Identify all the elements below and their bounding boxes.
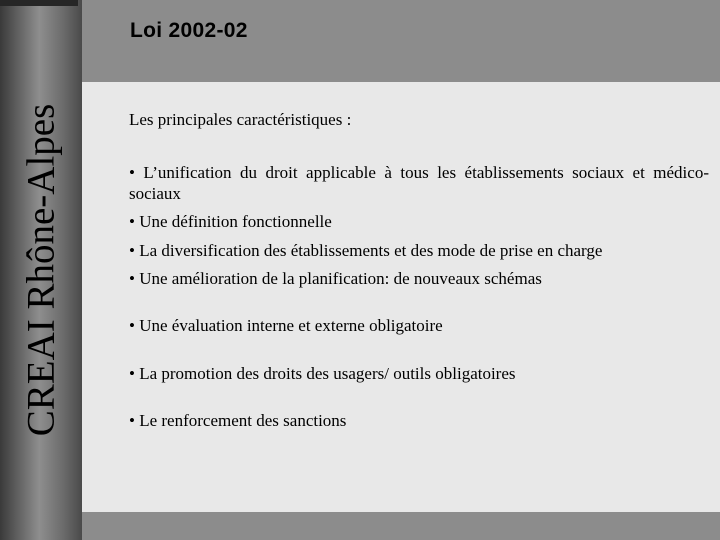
vertical-organization-title: CREAI Rhône-Alpes (19, 103, 63, 437)
bullet-item: • Le renforcement des sanctions (129, 411, 347, 431)
bullet-item: • Une amélioration de la planification: de nouveaux schémas (129, 268, 542, 288)
bullet-item: • L’unification du droit applicable à tous les établissements sociaux et médico-sociaux (129, 163, 709, 203)
content-subtitle: Les principales caractéristiques : (129, 110, 352, 129)
bullet-item: • Une évaluation interne et externe obligatoire (129, 316, 443, 336)
bottom-strip (82, 512, 720, 540)
sidebar-top-edge (0, 0, 78, 6)
left-sidebar (0, 0, 82, 540)
slide-title: Loi 2002-02 (130, 19, 248, 42)
bullet-item: • La diversification des établissements et des mode de prise en charge (129, 240, 603, 260)
bullet-item: • Une définition fonctionnelle (129, 212, 332, 232)
slide-content (129, 110, 709, 440)
bullet-item: • La promotion des droits des usagers/ outils obligatoires (129, 363, 516, 383)
